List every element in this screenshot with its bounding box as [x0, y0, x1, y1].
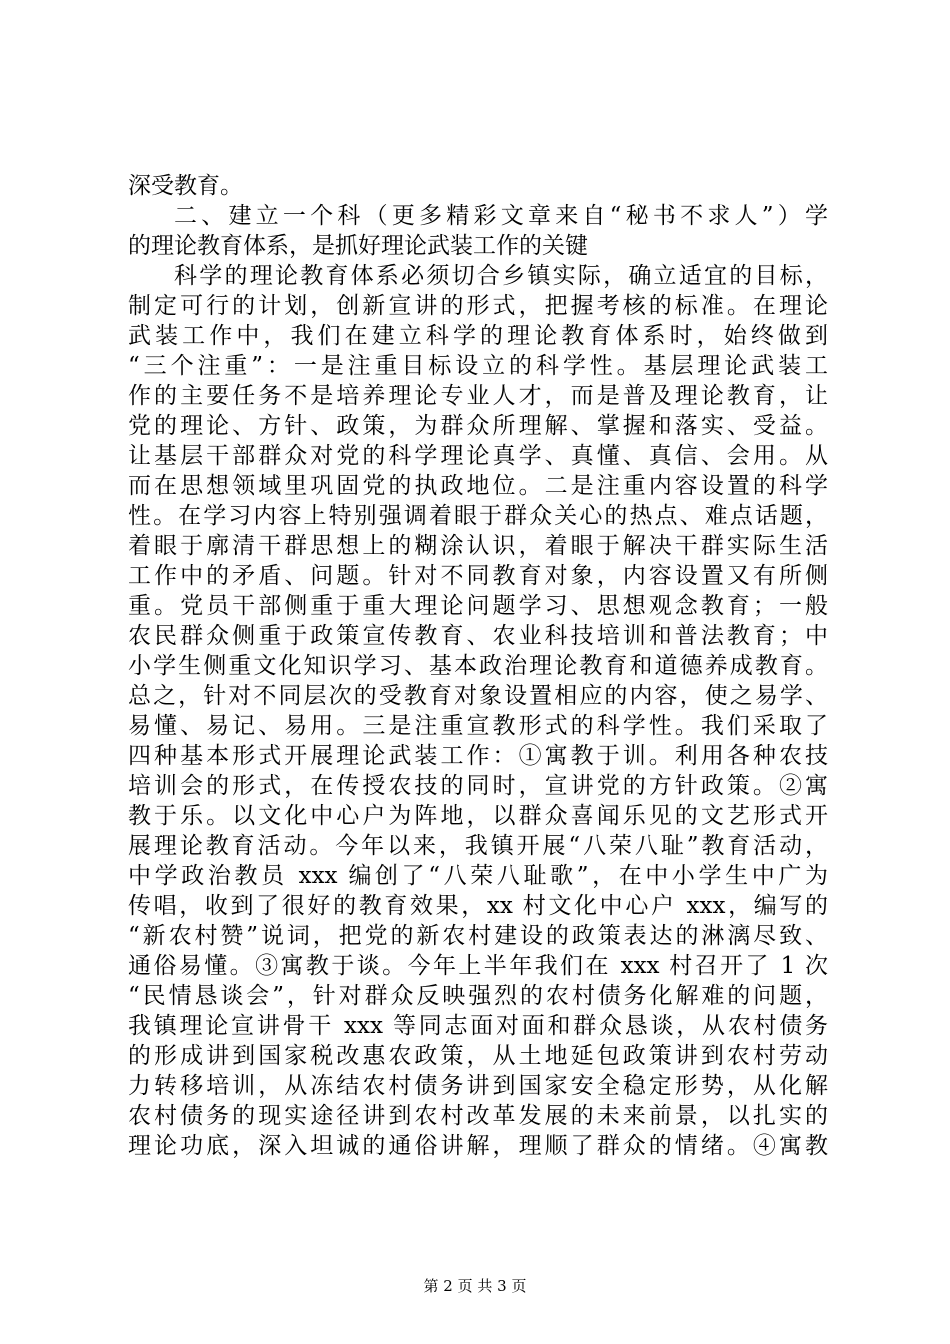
body-text: [128, 171, 828, 1161]
text-line: 作的主要任务不是培养理论专业人才，而是普及理论教育，让: [128, 383, 828, 409]
text-line: 通俗易懂。③寓教于谈。今年上半年我们在 xxx 村召开了 1 次: [128, 953, 828, 979]
text-line: 性。在学习内容上特别强调着眼于群众关心的热点、难点话题，: [128, 503, 828, 529]
text-line: 总之，针对不同层次的受教育对象设置相应的内容，使之易学、: [128, 683, 828, 709]
section-heading-line: 的理论教育体系，是抓好理论武装工作的关键: [128, 233, 588, 259]
text-line: 小学生侧重文化知识学习、基本政治理论教育和道德养成教育。: [128, 653, 828, 679]
text-line: 农村债务的现实途径讲到农村改革发展的未来前景，以扎实的: [128, 1103, 828, 1129]
text-line: 武装工作中，我们在建立科学的理论教育体系时，始终做到: [128, 323, 828, 349]
text-line: 的形成讲到国家税改惠农政策，从土地延包政策讲到农村劳动: [128, 1043, 828, 1069]
text-line: 制定可行的计划，创新宣讲的形式，把握考核的标准。在理论: [128, 293, 828, 319]
text-line: 教于乐。以文化中心户为阵地，以群众喜闻乐见的文艺形式开: [128, 803, 828, 829]
text-line: 中学政治教员 xxx 编创了“八荣八耻歌”，在中小学生中广为: [128, 863, 828, 889]
page-footer: 第 2 页 共 3 页: [423, 1277, 527, 1295]
text-line: 工作中的矛盾、问题。针对不同教育对象，内容设置又有所侧: [128, 563, 828, 589]
text-line: 展理论教育活动。今年以来，我镇开展“八荣八耻”教育活动，: [128, 833, 828, 859]
text-line: 深受教育。: [128, 173, 243, 199]
text-line: 培训会的形式，在传授农技的同时，宣讲党的方针政策。②寓: [128, 773, 828, 799]
text-line: 农民群众侧重于政策宣传教育、农业科技培训和普法教育；中: [128, 623, 828, 649]
text-line: 重。党员干部侧重于重大理论问题学习、思想观念教育；一般: [128, 593, 828, 619]
text-line: “三个注重”：一是注重目标设立的科学性。基层理论武装工: [128, 353, 828, 379]
text-line: 力转移培训，从冻结农村债务讲到国家安全稳定形势，从化解: [128, 1073, 828, 1099]
section-heading-line: 二、建立一个科（更多精彩文章来自“秘书不求人”）学: [174, 203, 828, 229]
text-line: 四种基本形式开展理论武装工作：①寓教于训。利用各种农技: [128, 743, 828, 769]
text-line: “新农村赞”说词，把党的新农村建设的政策表达的淋漓尽致、: [128, 923, 828, 949]
text-line: 着眼于廓清干群思想上的糊涂认识，着眼于解决干群实际生活: [128, 533, 828, 559]
text-line: 易懂、易记、易用。三是注重宣教形式的科学性。我们采取了: [128, 713, 828, 739]
text-line: “民情恳谈会”，针对群众反映强烈的农村债务化解难的问题，: [128, 983, 828, 1009]
text-line: 传唱，收到了很好的教育效果，xx 村文化中心户 xxx，编写的: [128, 893, 828, 919]
text-line: 党的理论、方针、政策，为群众所理解、掌握和落实、受益。: [128, 413, 828, 439]
text-line: 而在思想领域里巩固党的执政地位。二是注重内容设置的科学: [128, 473, 828, 499]
text-line: 让基层干部群众对党的科学理论真学、真懂、真信、会用。从: [128, 443, 828, 469]
paragraph-first-line: 科学的理论教育体系必须切合乡镇实际，确立适宜的目标，: [174, 263, 828, 289]
text-line: 理论功底，深入坦诚的通俗讲解，理顺了群众的情绪。④寓教: [128, 1133, 828, 1159]
text-line: 我镇理论宣讲骨干 xxx 等同志面对面和群众恳谈，从农村债务: [128, 1013, 828, 1039]
